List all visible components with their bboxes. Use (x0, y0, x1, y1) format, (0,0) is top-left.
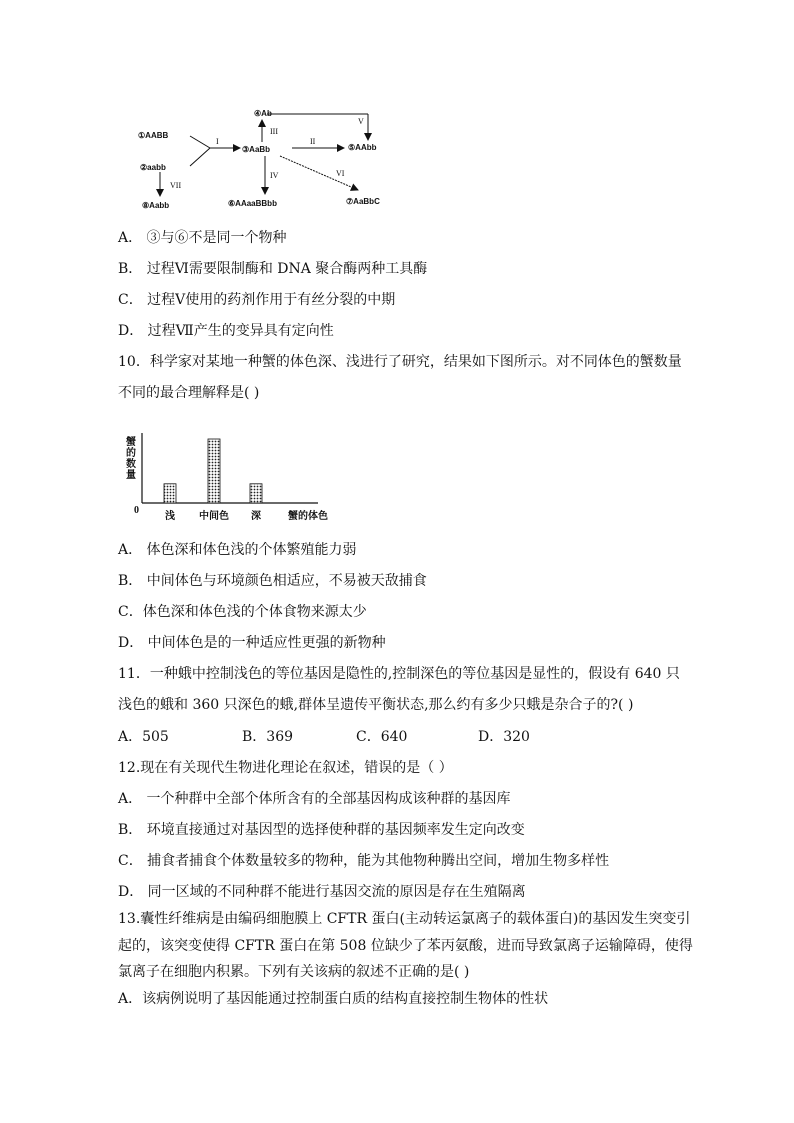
q10-option-b: B． 中间体色与环境颜色相适应，不易被天敌捕食 (118, 573, 427, 589)
bar-2 (250, 484, 262, 503)
y-label-char-1: 的 (126, 448, 136, 459)
process-5: V (358, 117, 364, 126)
q12-option-c: C． 捕食者捕食个体数量较多的物种，能为其他物种腾出空间，增加生物多样性 (118, 853, 610, 869)
node-6: ⑥AAaaBBbb (228, 199, 277, 208)
q9-option-a: A． ③与⑥不是同一个物种 (118, 230, 287, 246)
crab-color-chart (118, 425, 348, 525)
q13-stem-line1: 13.囊性纤维病是由编码细胞膜上 CFTR 蛋白(主动转运氯离子的载体蛋白)的基因发生突变引 (118, 911, 691, 927)
q10-option-d: D． 中间体色是的一种适应性更强的新物种 (118, 635, 386, 651)
q11-stem-line1: 11．一种蛾中控制浅色的等位基因是隐性的,控制深色的等位基因是显性的，假设有 640 只 (118, 666, 680, 682)
y-label-char-2: 数 (126, 459, 136, 470)
q11-stem-line2: 浅色的蛾和 360 只深色的蛾,群体呈遗传平衡状态,那么约有多少只蛾是杂合子的?( ) (118, 697, 634, 713)
node-2: ②aabb (140, 163, 166, 172)
q11-options (118, 727, 530, 747)
q12-option-d: D． 同一区域的不同种群不能进行基因交流的原因是存在生殖隔离 (118, 884, 526, 900)
origin-label: 0 (134, 505, 139, 516)
q10-option-a: A． 体色深和体色浅的个体繁殖能力弱 (118, 542, 357, 558)
process-6: VI (336, 169, 345, 178)
q11-option-c: C．640 (356, 729, 408, 745)
q9-option-b: B． 过程Ⅵ需要限制酶和 DNA 聚合酶两种工具酶 (118, 261, 428, 277)
q13-stem-line2: 起的，该突变使得 CFTR 蛋白在第 508 位缺少了苯丙氨酸，进而导致氯离子运输障碍，使得 (118, 938, 693, 954)
breeding-diagram (130, 100, 430, 215)
process-4: IV (270, 171, 279, 180)
process-1: I (216, 137, 219, 146)
bar-0 (164, 484, 176, 503)
q10-stem-line1: 10．科学家对某地一种蟹的体色深、浅进行了研究，结果如下图所示。对不同体色的蟹数量 (118, 354, 682, 370)
x-axis-label: 蟹的体色 (288, 511, 328, 522)
process-7: VII (170, 181, 182, 190)
node-3: ③AaBb (242, 145, 271, 154)
node-1: ①AABB (138, 131, 169, 140)
q11-option-b: B．369 (242, 729, 294, 745)
x-tick-0: 浅 (165, 511, 175, 522)
q10-option-c: C．体色深和体色浅的个体食物来源太少 (118, 604, 367, 620)
y-label-char-0: 蟹 (126, 437, 136, 448)
x-tick-1: 中间色 (199, 511, 229, 522)
q11-option-a: A．505 (118, 729, 169, 745)
q9-option-c: C． 过程Ⅴ使用的药剂作用于有丝分裂的中期 (118, 292, 396, 308)
y-axis-label (126, 435, 136, 481)
node-5: ⑤AAbb (348, 143, 377, 152)
q12-option-b: B． 环境直接通过对基因型的选择使种群的基因频率发生定向改变 (118, 822, 525, 838)
bar-1 (208, 439, 220, 503)
y-label-char-3: 量 (126, 470, 136, 481)
q11-option-d: D．320 (478, 729, 530, 745)
q10-stem-line2: 不同的最合理解释是( ) (118, 385, 260, 401)
q13-option-a: A．该病例说明了基因能通过控制蛋白质的结构直接控制生物体的性状 (118, 991, 549, 1007)
process-3: III (270, 127, 278, 136)
node-8: ⑧Aabb (142, 201, 170, 210)
node-7: ⑦AaBbC (346, 197, 380, 206)
q9-option-d: D． 过程Ⅶ产生的变异具有定向性 (118, 323, 334, 339)
x-tick-2: 深 (251, 511, 261, 522)
node-4: ④Ab (254, 109, 272, 118)
process-2: II (310, 137, 316, 146)
q13-stem-line3: 氯离子在细胞内积累。下列有关该病的叙述不正确的是( ) (118, 964, 470, 980)
q12-stem: 12.现在有关现代生物进化理论在叙述，错误的是（ ） (118, 760, 453, 776)
q12-option-a: A． 一个种群中全部个体所含有的全部基因构成该种群的基因库 (118, 791, 511, 807)
